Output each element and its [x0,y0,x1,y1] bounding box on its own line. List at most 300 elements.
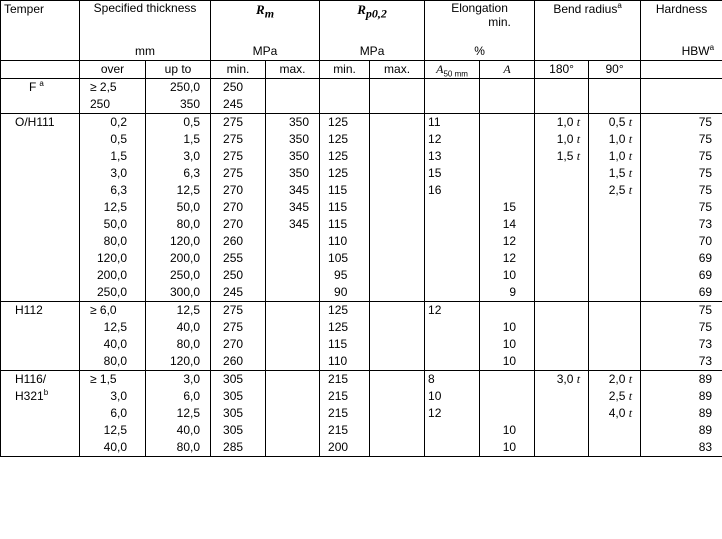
cell-rm-min: 270 [211,199,266,216]
cell-a [480,131,535,148]
cell-up-to: 80,0 [146,439,211,457]
cell-up-to: 40,0 [146,422,211,439]
bend-value: 2,5 [608,183,629,197]
cell-hardness: 73 [641,216,722,233]
table-row [1,319,722,336]
cell-rm-min: 245 [211,96,266,114]
cell-bend-180 [535,336,589,353]
header-bend-radius [535,1,641,44]
cell-hardness: 75 [641,319,722,336]
cell-up-to: 1,5 [146,131,211,148]
cell-over: 50,0 [80,216,146,233]
cell-rp-max [370,96,425,114]
cell-bend-180 [535,319,589,336]
cell-temper [1,182,80,199]
cell-a: 12 [480,250,535,267]
cell-bend-90 [589,96,641,114]
cell-hardness: 75 [641,131,722,148]
header-elongation-unit: % [425,43,535,61]
rm-subscript: m [264,6,275,21]
cell-rp-max [370,114,425,132]
header-rp02 [320,1,425,44]
cell-rm-max [266,96,320,114]
cell-rm-min: 275 [211,148,266,165]
cell-a50 [425,284,480,302]
cell-hardness: 75 [641,182,722,199]
cell-temper [1,216,80,233]
table-row [1,302,722,320]
cell-bend-180 [535,405,589,422]
cell-bend-180 [535,371,589,389]
cell-bend-180 [535,302,589,320]
cell-bend-90 [589,439,641,457]
cell-up-to: 80,0 [146,216,211,233]
cell-a50: 15 [425,165,480,182]
cell-a [480,114,535,132]
cell-a [480,388,535,405]
cell-bend-180 [535,388,589,405]
cell-rp-max [370,250,425,267]
cell-bend-180 [535,422,589,439]
cell-rm-min: 285 [211,439,266,457]
cell-temper [1,336,80,353]
cell-rp-max [370,148,425,165]
thickness-symbol: t [628,132,633,146]
cell-a50 [425,233,480,250]
header-rm [211,1,320,44]
cell-rm-max: 350 [266,114,320,132]
cell-temper [1,439,80,457]
temper-label: H112 [15,303,43,317]
cell-a: 12 [480,233,535,250]
cell-a50 [425,422,480,439]
cell-a: 15 [480,199,535,216]
cell-rm-max [266,302,320,320]
cell-temper [1,353,80,371]
header-hardness-unit [641,43,722,61]
cell-rm-max [266,336,320,353]
thickness-symbol: t [576,115,581,129]
cell-rp-max [370,165,425,182]
cell-rp-max [370,422,425,439]
cell-bend-180 [535,439,589,457]
cell-bend-90 [589,199,641,216]
cell-rp-max [370,371,425,389]
cell-over: ≥ 6,0 [80,302,146,320]
cell-temper [1,199,80,216]
cell-rm-min: 250 [211,267,266,284]
cell-rm-min: 275 [211,131,266,148]
cell-hardness: 69 [641,250,722,267]
a50-symbol: A [436,62,444,76]
cell-rp-max [370,319,425,336]
cell-rp-max [370,336,425,353]
cell-bend-90 [589,319,641,336]
cell-temper [1,284,80,302]
cell-hardness: 75 [641,302,722,320]
cell-rm-min: 270 [211,182,266,199]
cell-over: 3,0 [80,388,146,405]
cell-bend-90 [589,148,641,165]
cell-bend-90 [589,302,641,320]
cell-rp-max [370,199,425,216]
cell-over: 80,0 [80,233,146,250]
cell-hardness: 70 [641,233,722,250]
bend-value: 4,0 [608,406,629,420]
cell-rm-min: 305 [211,371,266,389]
table-row [1,79,722,97]
cell-a50: 10 [425,388,480,405]
cell-rm-min: 305 [211,422,266,439]
cell-rm-min: 305 [211,388,266,405]
cell-rp-min: 95 [320,267,370,284]
header-bend-blank [535,43,641,61]
cell-rp-max [370,182,425,199]
cell-rp-min: 125 [320,114,370,132]
elongation-min-label: min. [488,15,511,29]
header-hardness: Hardness [641,1,722,44]
cell-over: 12,5 [80,422,146,439]
cell-a: 14 [480,216,535,233]
cell-up-to: 12,5 [146,182,211,199]
cell-temper [1,405,80,422]
cell-rm-max [266,353,320,371]
table-row [1,422,722,439]
cell-a50 [425,319,480,336]
cell-bend-90 [589,267,641,284]
cell-bend-90 [589,422,641,439]
table-row [1,353,722,371]
cell-rp-min: 105 [320,250,370,267]
thickness-symbol: t [576,149,581,163]
cell-temper [1,302,80,320]
cell-up-to: 80,0 [146,336,211,353]
temper-label: H116/ [15,372,47,386]
cell-over: 6,0 [80,405,146,422]
cell-over: 250 [80,96,146,114]
cell-a: 10 [480,267,535,284]
rp-subscript: p0,2 [365,6,387,21]
temper-label: F [29,80,37,94]
header-elongation [425,1,535,44]
cell-a50 [425,353,480,371]
table-row [1,199,722,216]
table-row [1,284,722,302]
bend-radius-footnote: a [617,1,622,10]
cell-up-to: 12,5 [146,405,211,422]
cell-rm-min: 275 [211,165,266,182]
cell-bend-180 [535,131,589,148]
cell-a [480,79,535,97]
header-temper-blank [1,43,80,61]
cell-bend-90 [589,336,641,353]
cell-rp-max [370,439,425,457]
row-group [1,79,722,114]
header-temper: Temper [1,1,80,44]
cell-hardness: 89 [641,405,722,422]
cell-rp-min: 90 [320,284,370,302]
cell-temper [1,165,80,182]
cell-temper [1,114,80,132]
cell-hardness: 75 [641,199,722,216]
cell-rp-min: 125 [320,319,370,336]
cell-temper [1,267,80,284]
cell-rm-max [266,267,320,284]
cell-up-to: 250,0 [146,79,211,97]
temper-footnote: a [39,79,44,88]
bend-value: 2,0 [608,372,629,386]
cell-rp-max [370,233,425,250]
rp-symbol: R [357,2,366,17]
row-group [1,114,722,302]
cell-bend-90 [589,131,641,148]
cell-over: 40,0 [80,439,146,457]
cell-hardness: 89 [641,422,722,439]
cell-up-to: 40,0 [146,319,211,336]
cell-rp-min: 215 [320,371,370,389]
cell-bend-90 [589,233,641,250]
cell-over: ≥ 2,5 [80,79,146,97]
cell-a50: 12 [425,302,480,320]
cell-up-to: 120,0 [146,353,211,371]
cell-rm-max [266,319,320,336]
cell-over: 200,0 [80,267,146,284]
cell-bend-180 [535,284,589,302]
cell-rp-min: 125 [320,148,370,165]
cell-rp-max [370,267,425,284]
bend-value: 1,0 [608,149,629,163]
subheader-rm-max: max. [266,61,320,79]
cell-temper [1,250,80,267]
thickness-symbol: t [628,166,633,180]
cell-a50: 16 [425,182,480,199]
cell-rm-max [266,405,320,422]
cell-bend-180 [535,96,589,114]
hardness-footnote: a [709,43,715,52]
cell-rp-min: 215 [320,388,370,405]
cell-hardness: 75 [641,114,722,132]
table-row [1,405,722,422]
cell-rp-min: 125 [320,165,370,182]
cell-temper [1,96,80,114]
cell-temper [1,319,80,336]
thickness-symbol: t [576,132,581,146]
cell-rm-max [266,422,320,439]
cell-a50 [425,267,480,284]
subheader-over: over [80,61,146,79]
cell-rm-min: 270 [211,216,266,233]
header-thickness-unit: mm [80,43,211,61]
thickness-symbol: t [628,372,633,386]
table-row [1,336,722,353]
cell-a50 [425,216,480,233]
subheader-blank [1,61,80,79]
cell-hardness: 89 [641,371,722,389]
cell-rp-max [370,216,425,233]
cell-rp-max [370,388,425,405]
header-rp-unit: MPa [320,43,425,61]
cell-rm-max [266,388,320,405]
cell-rm-min: 260 [211,233,266,250]
cell-a [480,148,535,165]
cell-rm-min: 275 [211,319,266,336]
cell-up-to: 200,0 [146,250,211,267]
cell-temper [1,79,80,97]
cell-hardness: 89 [641,388,722,405]
header-rm-unit: MPa [211,43,320,61]
cell-bend-90 [589,284,641,302]
cell-bend-180 [535,233,589,250]
cell-hardness: 73 [641,353,722,371]
cell-a50: 12 [425,131,480,148]
temper-label: O/H111 [15,115,55,129]
cell-rp-max [370,405,425,422]
cell-a [480,302,535,320]
subheader-a50 [425,61,480,79]
cell-rp-max [370,79,425,97]
cell-bend-90 [589,388,641,405]
table-row [1,216,722,233]
bend-value: 1,5 [556,149,577,163]
cell-hardness: 75 [641,165,722,182]
cell-rp-min: 110 [320,353,370,371]
table-row [1,388,722,405]
cell-rp-min: 110 [320,233,370,250]
hardness-unit-label: HBW [681,44,710,58]
elongation-label: Elongation [451,1,508,15]
cell-a50 [425,250,480,267]
cell-rp-min: 125 [320,302,370,320]
bend-value: 2,5 [608,389,629,403]
cell-over: 1,5 [80,148,146,165]
cell-rm-max: 345 [266,216,320,233]
cell-a50: 12 [425,405,480,422]
cell-a50 [425,336,480,353]
bend-value: 1,0 [608,132,629,146]
cell-rp-max [370,131,425,148]
cell-bend-90 [589,165,641,182]
cell-over: 40,0 [80,336,146,353]
table-row [1,371,722,389]
cell-bend-180 [535,216,589,233]
cell-bend-180 [535,148,589,165]
cell-a50 [425,79,480,97]
cell-up-to: 250,0 [146,267,211,284]
table-row [1,439,722,457]
cell-a: 10 [480,439,535,457]
table-row [1,114,722,132]
cell-bend-90 [589,371,641,389]
cell-rm-max [266,250,320,267]
bend-value: 3,0 [556,372,577,386]
cell-rm-max: 350 [266,131,320,148]
cell-rp-min [320,79,370,97]
cell-a [480,182,535,199]
thickness-symbol: t [628,406,633,420]
subheader-rp-min: min. [320,61,370,79]
table-row [1,148,722,165]
cell-a: 9 [480,284,535,302]
cell-hardness [641,79,722,97]
cell-rm-min: 305 [211,405,266,422]
cell-a50: 13 [425,148,480,165]
cell-over: 0,2 [80,114,146,132]
thickness-symbol: t [628,183,633,197]
cell-rp-max [370,302,425,320]
cell-up-to: 6,3 [146,165,211,182]
cell-bend-180 [535,199,589,216]
thickness-symbol: t [628,149,633,163]
cell-rm-min: 250 [211,79,266,97]
cell-temper [1,131,80,148]
cell-over: 6,3 [80,182,146,199]
cell-bend-180 [535,267,589,284]
cell-rp-min: 115 [320,199,370,216]
cell-rp-min: 115 [320,216,370,233]
cell-a [480,405,535,422]
cell-over: 250,0 [80,284,146,302]
cell-rm-min: 270 [211,336,266,353]
cell-temper [1,422,80,439]
cell-rm-max [266,79,320,97]
cell-hardness: 73 [641,336,722,353]
cell-rm-max [266,233,320,250]
cell-a: 10 [480,422,535,439]
cell-rp-min: 115 [320,336,370,353]
cell-over: 3,0 [80,165,146,182]
cell-temper [1,233,80,250]
cell-over: 120,0 [80,250,146,267]
table-row [1,267,722,284]
cell-bend-180 [535,353,589,371]
cell-a: 10 [480,319,535,336]
cell-over: 0,5 [80,131,146,148]
cell-up-to: 6,0 [146,388,211,405]
cell-bend-90 [589,353,641,371]
cell-rp-max [370,284,425,302]
cell-rp-min: 215 [320,422,370,439]
cell-bend-90 [589,405,641,422]
table-row [1,165,722,182]
bend-value: 0,5 [608,115,629,129]
cell-rp-max [370,353,425,371]
temper-footnote: b [43,388,49,397]
subheader-rp-max: max. [370,61,425,79]
cell-rp-min: 215 [320,405,370,422]
cell-hardness: 69 [641,284,722,302]
cell-rm-max: 350 [266,165,320,182]
cell-rp-min [320,96,370,114]
subheader-a [480,61,535,79]
cell-a [480,165,535,182]
cell-hardness [641,96,722,114]
cell-rp-min: 115 [320,182,370,199]
subheader-rm-min: min. [211,61,266,79]
row-group [1,302,722,371]
a-symbol: A [503,62,511,76]
rm-symbol: R [256,2,265,17]
cell-up-to: 300,0 [146,284,211,302]
bend-value: 1,5 [608,166,629,180]
cell-rm-min: 275 [211,114,266,132]
cell-bend-90 [589,216,641,233]
cell-bend-90 [589,79,641,97]
subheader-180: 180° [535,61,589,79]
cell-a [480,371,535,389]
cell-rm-max [266,371,320,389]
table-row [1,96,722,114]
cell-hardness: 83 [641,439,722,457]
